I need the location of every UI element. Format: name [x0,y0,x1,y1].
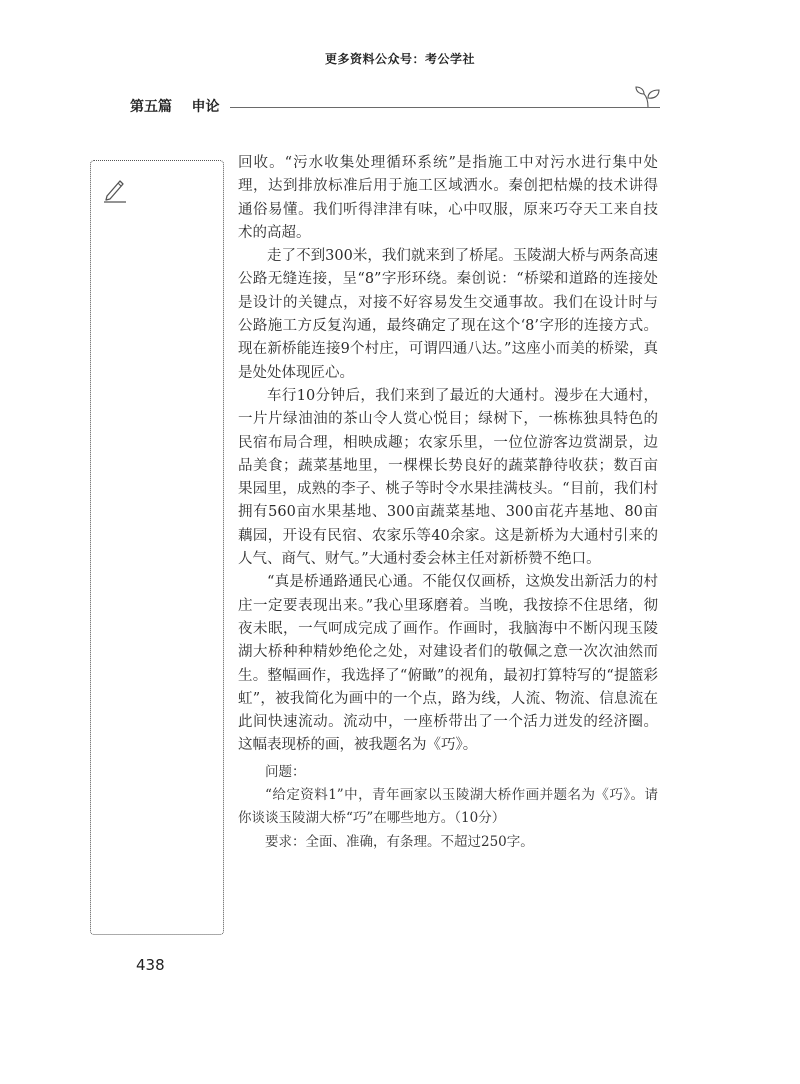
question-label: 问题： [265,763,306,780]
note-box [90,160,224,935]
page-number: 438 [136,956,165,974]
paragraph-2: 走了不到300米，我们就来到了桥尾。玉陵湖大桥与两条高速公路无缝连接，呈“8”字形环绕。秦创说：“桥梁和道路的连接处是设计的关键点，对接不好容易发生交通事故。我们在设计时与公路施工方反复沟通，最终确定了现在这个‘8’字形的连接方式。现在新桥能连接9个村庄，可谓四通八达。”这座小而美的桥梁，真是处处体现匠心。 [238,248,658,381]
leaf-sprout-icon [635,86,661,108]
question-block [238,761,658,854]
pencil-icon [103,177,127,203]
question-text: “给定资料1”中，青年画家以玉陵湖大桥作画并题名为《巧》。请你谈谈玉陵湖大桥“巧”在哪些地方。（10分） [238,787,658,827]
chapter-rule [230,107,661,108]
header-top-note: 更多资料公众号：考公学社 [324,52,475,66]
paragraph-1: 回收。“污水收集处理循环系统”是指施工中对污水进行集中处理，达到排放标准后用于施工区域洒水。秦创把枯燥的技术讲得通俗易懂。我们听得津津有味，心中叹服，原来巧夺天工来自技术的高超。 [238,155,658,241]
article-body [238,152,658,854]
paragraph-4: “真是桥通路通民心通。不能仅仅画桥，这焕发出新活力的村庄一定要表现出来。”我心里琢磨着。当晚，我按捺不住思绪，彻夜未眠，一气呵成完成了画作。作画时，我脑海中不断闪现玉陵湖大桥种种精妙绝伦之处，对建设者们的敬佩之意一次次油然而生。整幅画作，我选择了“俯瞰”的视角，最初打算特写的“提篮彩虹”，被我简化为画中的一个点，路为线，人流、物流、信息流在此间快速流动。流动中，一座桥带出了一个活力迸发的经济圈。这幅表现桥的画，被我题名为《巧》。 [238,574,658,754]
chapter-header [130,96,660,116]
paragraph-3: 车行10分钟后，我们来到了最近的大通村。漫步在大通村，一片片绿油油的茶山令人赏心悦目；绿树下，一栋栋独具特色的民宿布局合理，相映成趣；农家乐里，一位位游客边赏湖景，边品美食；蔬菜基地里，一棵棵长势良好的蔬菜静待收获；数百亩果园里，成熟的李子、桃子等时令水果挂满枝头。“目前，我们村拥有560亩水果基地、300亩蔬菜基地、300亩花卉基地、80亩藕园，开设有民宿、农家乐等40余家。这是新桥为大通村引来的人气、商气、财气。”大通村委会林主任对新桥赞不绝口。 [238,387,658,568]
chapter-title: 第五篇 申论 [130,99,220,115]
question-requirement: 要求：全面、准确，有条理。不超过250字。 [265,833,534,850]
